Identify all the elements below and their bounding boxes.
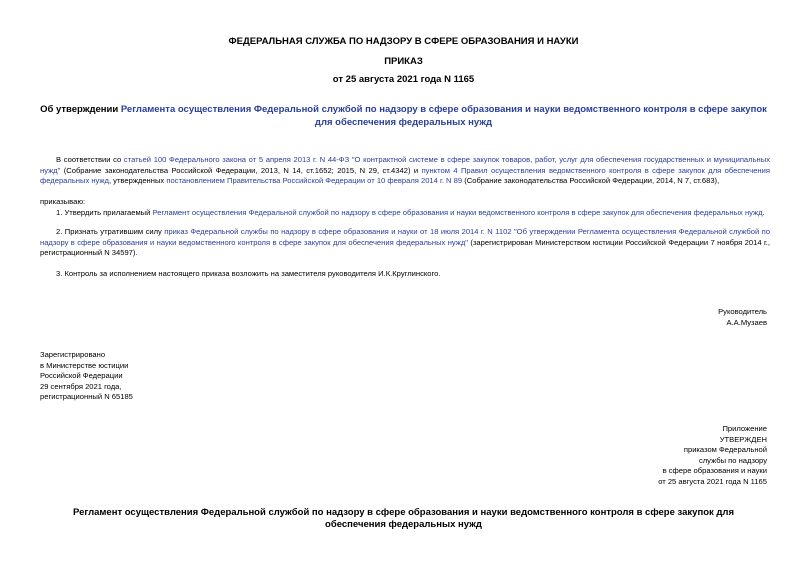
registration-line: 29 сентября 2021 года,: [40, 381, 122, 391]
agency-heading: ФЕДЕРАЛЬНАЯ СЛУЖБА ПО НАДЗОРУ В СФЕРЕ ОБРАЗОВАНИЯ И НАУКИ: [228, 36, 579, 47]
doc-type-heading: ПРИКАЗ: [384, 56, 423, 67]
rules-point-4-link[interactable]: пунктом 4 Правил осуществления ведомственного контроля в сфере закупок для обеспечения федеральных нужд: [40, 165, 770, 186]
order-item-1: [40, 208, 770, 219]
doc-date-number: от 25 августа 2021 года N 1165: [332, 74, 475, 85]
appendix-block: [658, 424, 767, 488]
preamble-paragraph: [40, 155, 770, 187]
registration-line: Зарегистрировано: [40, 350, 106, 359]
signature-block: [718, 307, 767, 328]
signature-name: А.А.Музаев: [726, 317, 767, 327]
document-title: [40, 103, 767, 129]
repealed-order-link[interactable]: приказ Федеральной службы по надзору в сфере образования и науки от 18 июля 2014 г. N 1102 "Об утверждении Регламента осуществления Федеральной службой по надзору в сфере образования и науки ведомственного контроля в сфере закупок для обеспечения федеральных нужд": [40, 227, 770, 247]
appendix-line: приказом Федеральной: [683, 445, 767, 455]
preamble-text-1: В соответствии со: [56, 155, 124, 164]
appendix-line: в сфере образования и науки: [662, 466, 767, 476]
regulation-title: Регламент осуществления Федеральной службой по надзору в сфере образования и науки ведомственного контроля в сфере закупок для обеспечения федеральных нужд: [72, 507, 734, 530]
registration-line: в Министерстве юстиции: [40, 360, 129, 370]
order-item-2: [40, 227, 770, 259]
preamble-text-3: , утвержденных: [108, 176, 167, 186]
item2-text-2: (зарегистрирован Министерством юстиции Российской Федерации 7 ноября 2014 г., регистрационный N 34597).: [40, 237, 770, 258]
law-44fz-link[interactable]: статьей 100 Федерального закона от 5 апреля 2013 г. N 44-ФЗ "О контрактной системе в сфере закупок товаров, работ, услуг для обеспечения государственных и муниципальных нужд": [40, 155, 770, 175]
signature-role: Руководитель: [718, 307, 767, 316]
item1-text-2: .: [762, 208, 765, 217]
item2-text-1: 2. Признать утратившим силу: [56, 227, 165, 236]
appendix-line: Приложение: [722, 424, 767, 433]
registration-line: Российской Федерации: [40, 371, 123, 381]
government-decree-link[interactable]: постановлением Правительства Российской Федерации от 10 февраля 2014 г. N 89: [166, 176, 463, 186]
title-link[interactable]: Регламента осуществления Федеральной службой по надзору в сфере образования и науки ведомственного контроля в сфере закупок для обеспечения федеральных нужд: [120, 104, 767, 128]
appendix-line: УТВЕРЖДЕН: [719, 434, 767, 444]
regulation-link[interactable]: Регламент осуществления Федеральной службой по надзору в сфере образования и науки ведомственного контроля в сфере закупок для обеспечения федеральных нужд: [152, 208, 763, 217]
order-word: приказываю:: [40, 197, 86, 206]
preamble-text-4: (Собрание законодательства Российской Федерации, 2014, N 7, ст.683),: [462, 176, 720, 186]
registration-block: [40, 350, 133, 403]
registration-line: регистрационный N 65185: [40, 392, 133, 402]
appendix-line: от 25 августа 2021 года N 1165: [658, 476, 767, 486]
item1-text-1: 1. Утвердить прилагаемый: [56, 208, 153, 217]
order-item-3: 3. Контроль за исполнением настоящего приказа возложить на заместителя руководителя И.К.Круглинского.: [56, 269, 441, 278]
preamble-text-2: (Собрание законодательства Российской Федерации, 2013, N 14, ст.1652; 2015, N 29, ст.4342) и: [60, 165, 422, 175]
title-prefix: Об утверждении: [40, 104, 121, 115]
appendix-line: службы по надзору: [698, 455, 767, 465]
